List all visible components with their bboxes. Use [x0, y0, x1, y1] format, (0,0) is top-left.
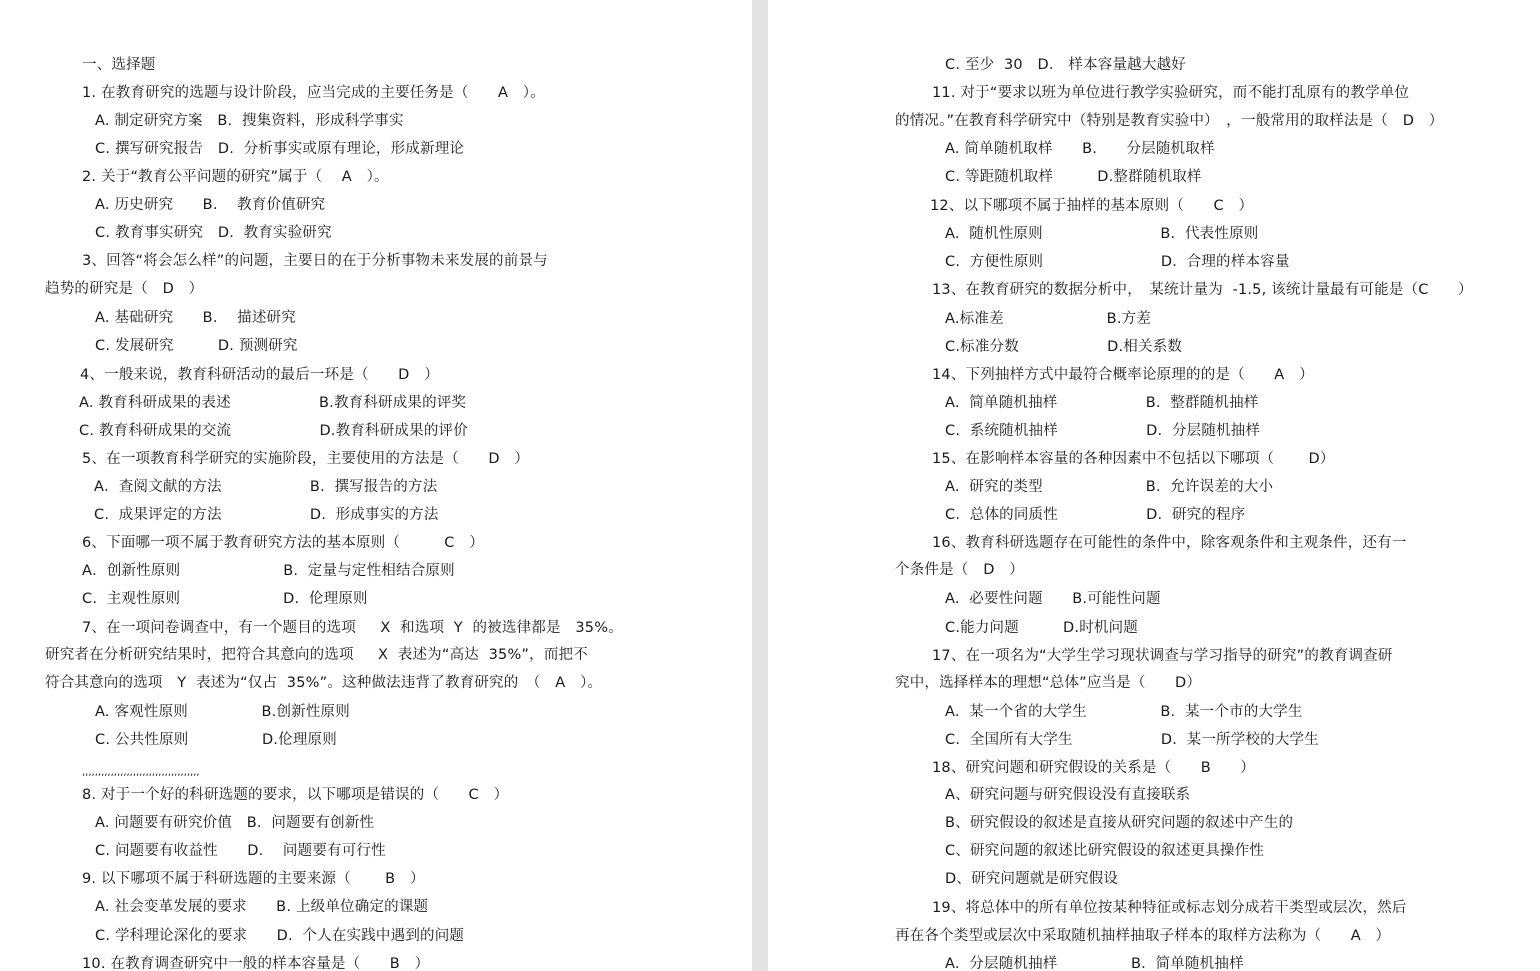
question-10: 10. 在教育调查研究中一般的样本容量是（ B ） [82, 956, 430, 971]
question-18-option-c: C、研究问题的叙述比研究假设的叙述更具操作性 [945, 843, 1265, 859]
question-19-line-2: 再在各个类型或层次中采取随机抽样抽取子样本的取样方法称为（ A ） [895, 928, 1391, 944]
question-9: 9. 以下哪项不属于科研选题的主要来源（ B ） [82, 871, 425, 887]
question-7-options-cd: C. 公共性原则 D.伦理原则 [95, 732, 337, 748]
question-10-options-cd: C. 至少 30 D. 样本容量越大越好 [945, 57, 1186, 73]
question-19-options-ab: A. 分层随机抽样 B. 简单随机抽样 [945, 956, 1244, 971]
question-5-options-cd: C. 成果评定的方法 D. 形成事实的方法 [94, 507, 439, 523]
question-16-line-1: 16、教育科研选题存在可能性的条件中，除客观条件和主观条件，还有一 [932, 535, 1407, 551]
question-17-options-cd: C. 全国所有大学生 D. 某一所学校的大学生 [945, 732, 1319, 748]
question-13-options-cd: C.标准分数 D.相关系数 [945, 339, 1183, 355]
question-12: 12、以下哪项不属于抽样的基本原则（ C ） [930, 198, 1254, 214]
question-18: 18、研究问题和研究假设的关系是（ B ） [932, 760, 1255, 776]
question-7-line-1: 7、在一项问卷调查中，有一个题目的选项 X 和选项 Y 的被选律都是 35%。 [82, 620, 623, 636]
question-17-line-2: 究中，选择样本的理想“总体”应当是（ D） [895, 675, 1202, 691]
question-3-options-cd: C. 发展研究 D. 预测研究 [95, 338, 298, 354]
question-8-options-cd: C. 问题要有收益性 D. 问题要有可行性 [95, 843, 386, 859]
question-16-line-2: 个条件是（ D ） [895, 562, 1024, 578]
question-11-options-ab: A. 简单随机取样 B. 分层随机取样 [945, 141, 1215, 157]
question-6-options-ab: A．创新性原则 B. 定量与定性相结合原则 [82, 563, 455, 579]
question-11-options-cd: C. 等距随机取样 D.整群随机取样 [945, 169, 1202, 185]
question-2-options-ab: A. 历史研究 B. 教育价值研究 [95, 197, 326, 213]
question-16-options-cd: C.能力问题 D.时机问题 [945, 620, 1139, 636]
question-6: 6、下面哪一项不属于教育研究方法的基本原则（ C ） [82, 535, 484, 551]
page-gutter [752, 0, 768, 971]
question-8-options-ab: A. 问题要有研究价值 B. 问题要有创新性 [95, 815, 375, 831]
question-17-options-ab: A. 某一个省的大学生 B. 某一个市的大学生 [945, 704, 1303, 720]
section-title: 一、选择题 [82, 57, 156, 73]
question-12-options-cd: C. 方便性原则 D. 合理的样本容量 [945, 254, 1290, 270]
question-14: 14、下列抽样方式中最符合概率论原理的的是（ A ） [932, 367, 1314, 383]
question-7-line-3: 符合其意向的选项 Y 表述为“仅占 35%”。这种做法违背了教育研究的 （ A ）。 [45, 675, 603, 691]
question-15-options-cd: C. 总体的同质性 D. 研究的程序 [945, 507, 1246, 523]
question-4-options-ab: A. 教育科研成果的表述 B.教育科研成果的评奖 [79, 395, 467, 411]
question-13: 13、在教育研究的数据分析中， 某统计量为 -1.5, 该统计量最有可能是（C ） [932, 282, 1473, 298]
question-2: 2. 关于“教育公平问题的研究”属于（ A ）。 [82, 169, 389, 185]
question-11-line-1: 11. 对于“要求以班为单位进行教学实验研究，而不能打乱原有的教学单位 [932, 85, 1410, 101]
question-16-options-ab: A. 必要性问题 B.可能性问题 [945, 591, 1161, 607]
question-9-options-cd: C. 学科理论深化的要求 D. 个人在实践中遇到的问题 [95, 928, 465, 944]
question-1: 1. 在教育研究的选题与设计阶段，应当完成的主要任务是（ A ）。 [82, 85, 545, 101]
question-6-options-cd: C. 主观性原则 D. 伦理原则 [82, 591, 368, 607]
question-18-option-d: D、研究问题就是研究假设 [945, 871, 1119, 887]
question-15-options-ab: A. 研究的类型 B. 允许误差的大小 [945, 479, 1274, 495]
question-11-line-2: 的情况。”在教育科学研究中（特别是教育实验中） ，一般常用的取样法是（ D ） [895, 113, 1444, 129]
question-1-options-cd: C. 撰写研究报告 D. 分析事实或原有理论，形成新理论 [95, 141, 465, 157]
question-19-line-1: 19、将总体中的所有单位按某种特征或标志划分成若干类型或层次，然后 [932, 900, 1407, 916]
question-15: 15、在影响样本容量的各种因素中不包括以下哪项（ D） [932, 451, 1335, 467]
question-3-line-2: 趋势的研究是（ D ） [45, 281, 204, 297]
question-14-options-cd: C. 系统随机抽样 D. 分层随机抽样 [945, 423, 1261, 439]
question-7-options-ab: A. 客观性原则 B.创新性原则 [95, 704, 350, 720]
question-18-option-b: B、研究假设的叙述是直接从研究问题的叙述中产生的 [945, 815, 1294, 831]
document-page-right [768, 0, 1540, 971]
question-17-line-1: 17、在一项名为“大学生学习现状调查与学习指导的研究”的教育调查研 [932, 648, 1393, 664]
question-4: 4、一般来说，教育科研活动的最后一环是（ D ） [80, 367, 439, 383]
question-5-options-ab: A．查阅文献的方法 B. 撰写报告的方法 [94, 479, 438, 495]
question-3-options-ab: A. 基础研究 B. 描述研究 [95, 310, 296, 326]
question-2-options-cd: C. 教育事实研究 D. 教育实验研究 [95, 225, 332, 241]
question-7-line-2: 研究者在分析研究结果时，把符合其意向的选项 X 表述为“高达 35%”，而把不 [45, 647, 588, 663]
question-12-options-ab: A. 随机性原则 B. 代表性原则 [945, 226, 1259, 242]
question-18-option-a: A、研究问题与研究假设没有直接联系 [945, 787, 1191, 803]
question-4-options-cd: C. 教育科研成果的交流 D.教育科研成果的评价 [79, 423, 468, 439]
question-13-options-ab: A.标准差 B.方差 [945, 311, 1152, 327]
question-5: 5、在一项教育科学研究的实施阶段，主要使用的方法是（ D ） [82, 451, 530, 467]
question-14-options-ab: A. 简单随机抽样 B. 整群随机抽样 [945, 395, 1259, 411]
separator-marks: ,,,,,,,,,,,,,,,,,,,,,,,,,,,,,,,,,,,,, [82, 767, 200, 778]
question-8: 8. 对于一个好的科研选题的要求，以下哪项是错误的（ C ） [82, 787, 509, 803]
question-3-line-1: 3、回答“将会怎么样”的问题，主要日的在于分析事物未来发展的前景与 [82, 253, 548, 269]
question-9-options-ab: A. 社会变革发展的要求 B. 上级单位确定的课题 [95, 899, 429, 915]
document-page-left [0, 0, 752, 971]
question-1-options-ab: A. 制定研究方案 B. 搜集资料，形成科学事实 [95, 113, 404, 129]
